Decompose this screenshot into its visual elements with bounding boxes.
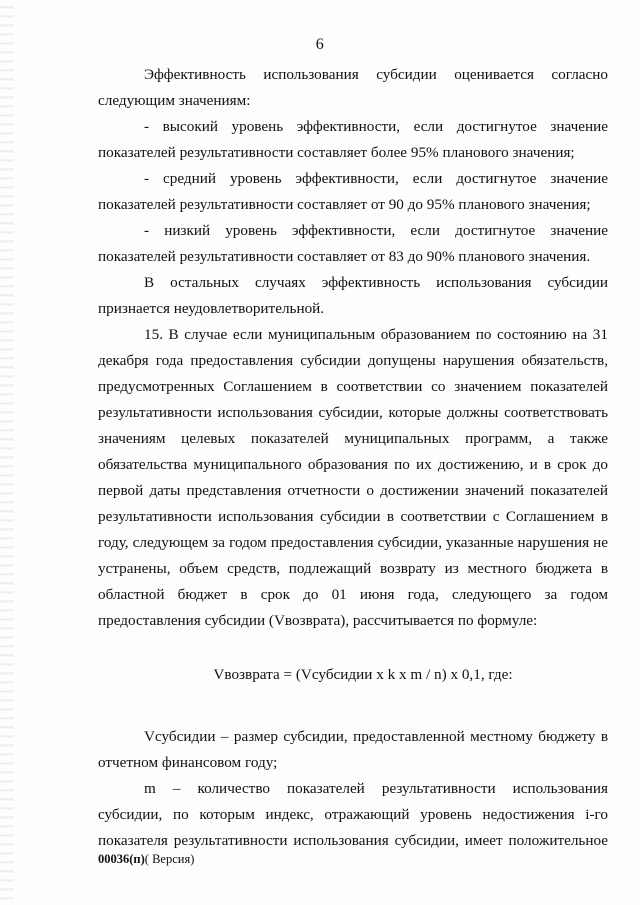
page-number: 6 (315, 36, 325, 53)
paragraph-otherwise: В остальных случаях эффективность использования субсидии признается неудовлетворительной. (98, 274, 608, 317)
paragraph-bullet-low: - низкий уровень эффективности, если достигнутое значение показателей результативности составляет от 83 до 90% планового значения. (98, 222, 608, 265)
paragraph-intro: Эффективность использования субсидии оценивается согласно следующим значениям: (98, 66, 608, 109)
definition-m: m – количество показателей результативности использования субсидии, по которым индекс, отражающий уровень недостижения i-го показателя результативности использования субсидии, имеет положительное (98, 780, 608, 849)
paragraph-bullet-mid: - средний уровень эффективности, если достигнутое значение показателей результативности составляет от 90 до 95% планового значения; (98, 170, 608, 213)
paragraph-item-15: 15. В случае если муниципальным образованием по состоянию на 31 декабря года предоставления субсидии допущены нарушения обязательств, предусмотренных Соглашением в соответствии со значением показателей результативности использования субсидии, которые должны соответствовать значениям целевых показателей муниципальных программ, а также обязательства муниципального образования по их достижению, и в срок до первой даты представления отчетности о достижении значений показателей результативности использования субсидии в соответствии с Соглашением в году, следующем за годом предоставления субсидии, указанные нарушения не устранены, объем средств, подлежащий возврату из местного бюджета в областной бюджет в срок до 01 июня года, следующего за годом предоставления субсидии (Vвозврата), рассчитывается по формуле: (98, 326, 608, 629)
document-body (98, 62, 608, 854)
footer-code: 00036(п) (98, 852, 145, 866)
formula: Vвозврата = (Vсубсидии x k x m / n) x 0,1, где: (213, 666, 513, 683)
paragraph-bullet-high: - высокий уровень эффективности, если достигнутое значение показателей результативности составляет более 95% планового значения; (98, 118, 608, 161)
document-footer (98, 852, 194, 867)
footer-version: ( Версия) (144, 852, 195, 866)
scan-edge-artifact (0, 0, 14, 905)
definition-vsubsidy: Vсубсидии – размер субсидии, предоставленной местному бюджету в отчетном финансовом году; (98, 728, 608, 771)
